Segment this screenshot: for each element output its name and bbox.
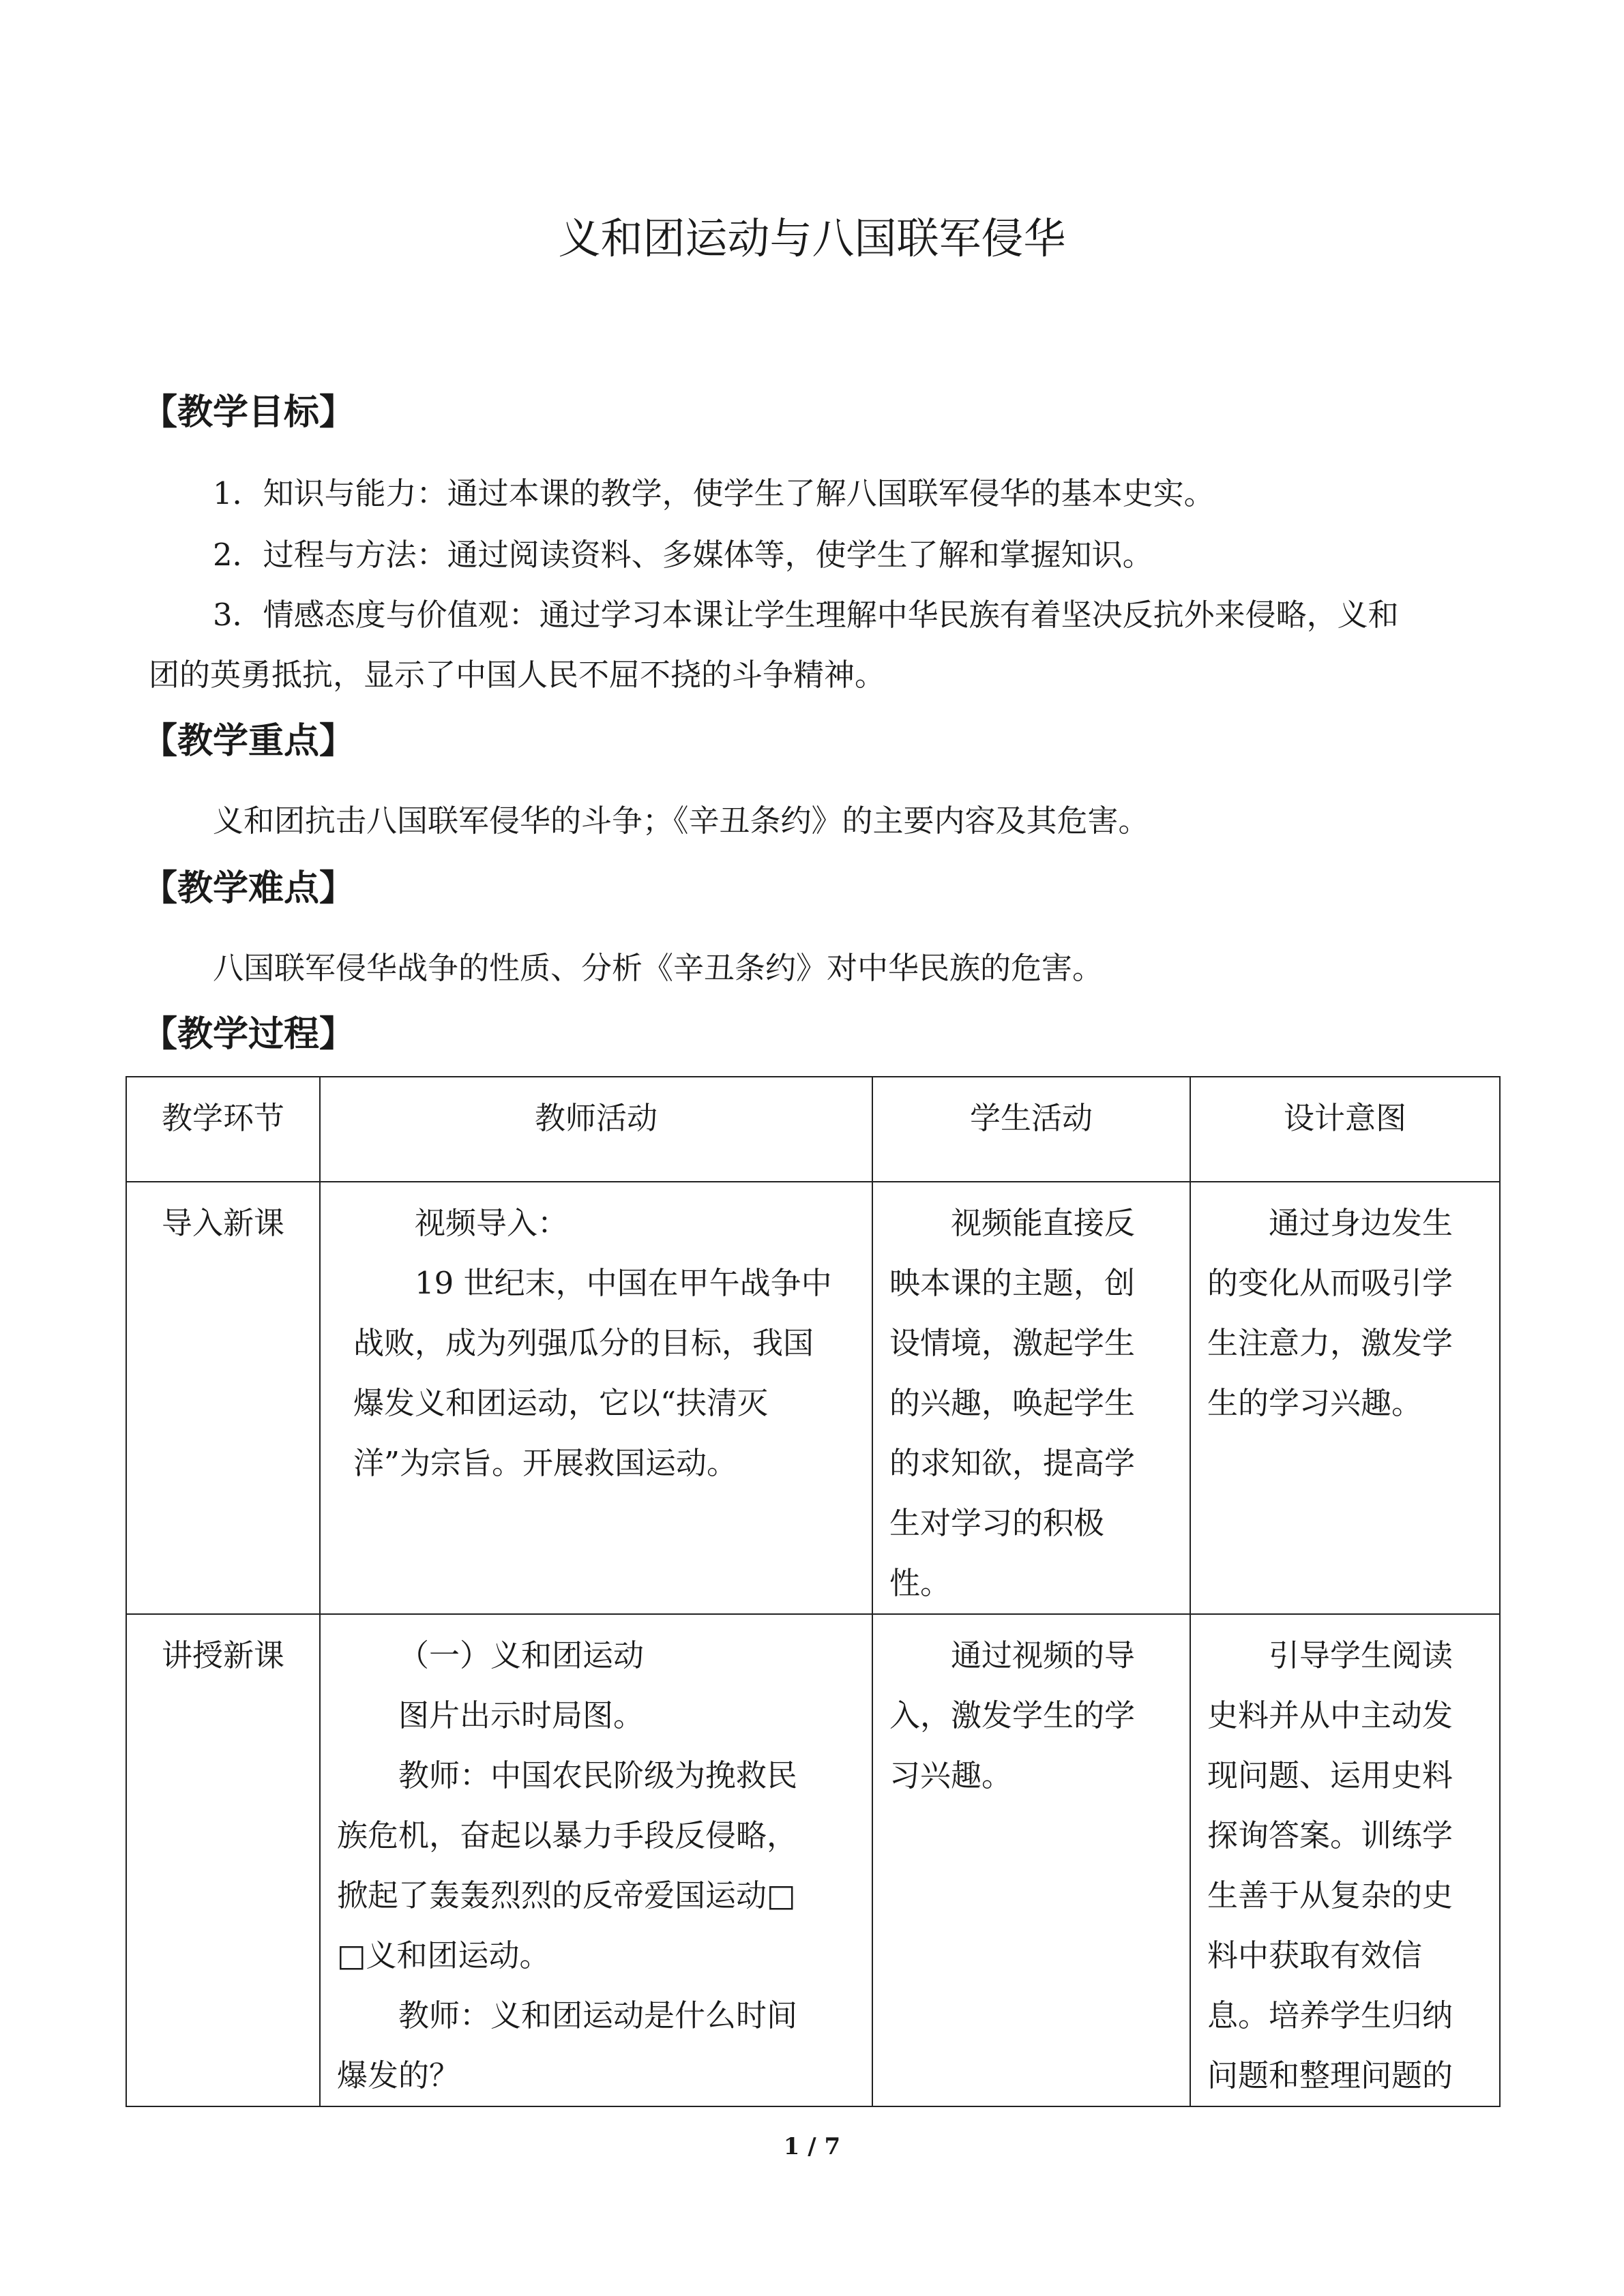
text-line: 息。培养学生归纳 [1207, 1997, 1453, 2033]
text-line: 教师：义和团运动是什么时间 [398, 1997, 798, 2033]
text-line: 的变化从而吸引学 [1207, 1265, 1453, 1301]
segment-cell: 讲授新课 [126, 1614, 320, 2106]
header-cell: 教师活动 [320, 1077, 872, 1182]
key-points-text: 义和团抗击八国联军侵华的斗争；《辛丑条约》的主要内容及其危害。 [213, 803, 1149, 839]
text-line: 问题和整理问题的 [1207, 2057, 1453, 2093]
goal-item-1: 1．知识与能力：通过本课的教学，使学生了解八国联军侵华的基本史实。 [213, 475, 1215, 511]
text-line: 图片出示时局图。 [398, 1697, 645, 1733]
text-line: 通过视频的导 [951, 1637, 1136, 1673]
text-line: 生对学习的积极 [889, 1505, 1105, 1541]
text-line: □义和团运动。 [337, 1937, 550, 1973]
text-line: （一）义和团运动 [398, 1637, 645, 1673]
text-line: 视频能直接反 [951, 1205, 1136, 1241]
heading-key-points: 【教学重点】 [142, 721, 355, 762]
text-line: 视频导入： [415, 1205, 569, 1241]
teacher-activity-cell [320, 1614, 872, 2106]
text-line: 引导学生阅读 [1269, 1637, 1453, 1673]
text-line: 的求知欲，提高学 [889, 1445, 1136, 1481]
difficulties-text: 八国联军侵华战争的性质、分析《辛丑条约》对中华民族的危害。 [213, 950, 1104, 986]
text-line: 掀起了轰轰烈烈的反帝爱国运动□ [337, 1877, 796, 1913]
text-line: 爆发义和团运动，它以“扶清灭 [353, 1385, 769, 1421]
text-line: 习兴趣。 [889, 1757, 1013, 1793]
text-line: 料中获取有效信 [1207, 1937, 1423, 1973]
table-header-row [126, 1077, 1500, 1182]
text-line: 生善于从复杂的史 [1207, 1877, 1453, 1913]
teacher-activity-cell [320, 1182, 872, 1614]
student-activity-cell [872, 1614, 1190, 2106]
header-cell: 学生活动 [872, 1077, 1190, 1182]
goal-item-3: 3．情感态度与价值观：通过学习本课让学生理解中华民族有着坚决反抗外来侵略，义和 [213, 597, 1399, 633]
goal-item-3-continued: 团的英勇抵抗，显示了中国人民不屈不挠的斗争精神。 [149, 657, 886, 693]
text-line: 史料并从中主动发 [1207, 1697, 1453, 1733]
design-intent-cell [1190, 1182, 1500, 1614]
text-line: 教师：中国农民阶级为挽救民 [398, 1757, 798, 1793]
text-line: 生注意力，激发学 [1207, 1325, 1453, 1361]
page-indicator: 1 / 7 [783, 2133, 841, 2160]
goal-item-2: 2．过程与方法：通过阅读资料、多媒体等，使学生了解和掌握知识。 [213, 537, 1153, 573]
teaching-process-table [126, 1076, 1501, 2107]
heading-difficulties: 【教学难点】 [142, 868, 355, 909]
document-title: 义和团运动与八国联军侵华 [558, 213, 1066, 263]
text-line: 通过身边发生 [1269, 1205, 1453, 1241]
text-line: 的兴趣，唤起学生 [889, 1385, 1136, 1421]
text-line: 19 世纪末，中国在甲午战争中 [415, 1265, 832, 1301]
heading-teaching-goals: 【教学目标】 [142, 392, 355, 433]
text-line: 性。 [889, 1565, 951, 1601]
text-line: 生的学习兴趣。 [1207, 1385, 1423, 1421]
text-line: 设情境，激起学生 [889, 1325, 1136, 1361]
text-line: 战败，成为列强瓜分的目标，我国 [353, 1325, 814, 1361]
header-cell: 教学环节 [126, 1077, 320, 1182]
text-line: 现问题、运用史料 [1207, 1757, 1453, 1793]
table-row [126, 1614, 1500, 2106]
text-line: 映本课的主题，创 [889, 1265, 1136, 1301]
header-cell: 设计意图 [1190, 1077, 1500, 1182]
table-row [126, 1182, 1500, 1614]
text-line: 入，激发学生的学 [889, 1697, 1136, 1733]
text-line: 爆发的？ [337, 2057, 460, 2093]
student-activity-cell [872, 1182, 1190, 1614]
design-intent-cell [1190, 1614, 1500, 2106]
segment-cell: 导入新课 [126, 1182, 320, 1614]
text-line: 族危机，奋起以暴力手段反侵略， [337, 1817, 798, 1853]
heading-teaching-process: 【教学过程】 [142, 1014, 355, 1055]
text-line: 洋”为宗旨。开展救国运动。 [353, 1445, 738, 1481]
text-line: 探询答案。训练学 [1207, 1817, 1453, 1853]
